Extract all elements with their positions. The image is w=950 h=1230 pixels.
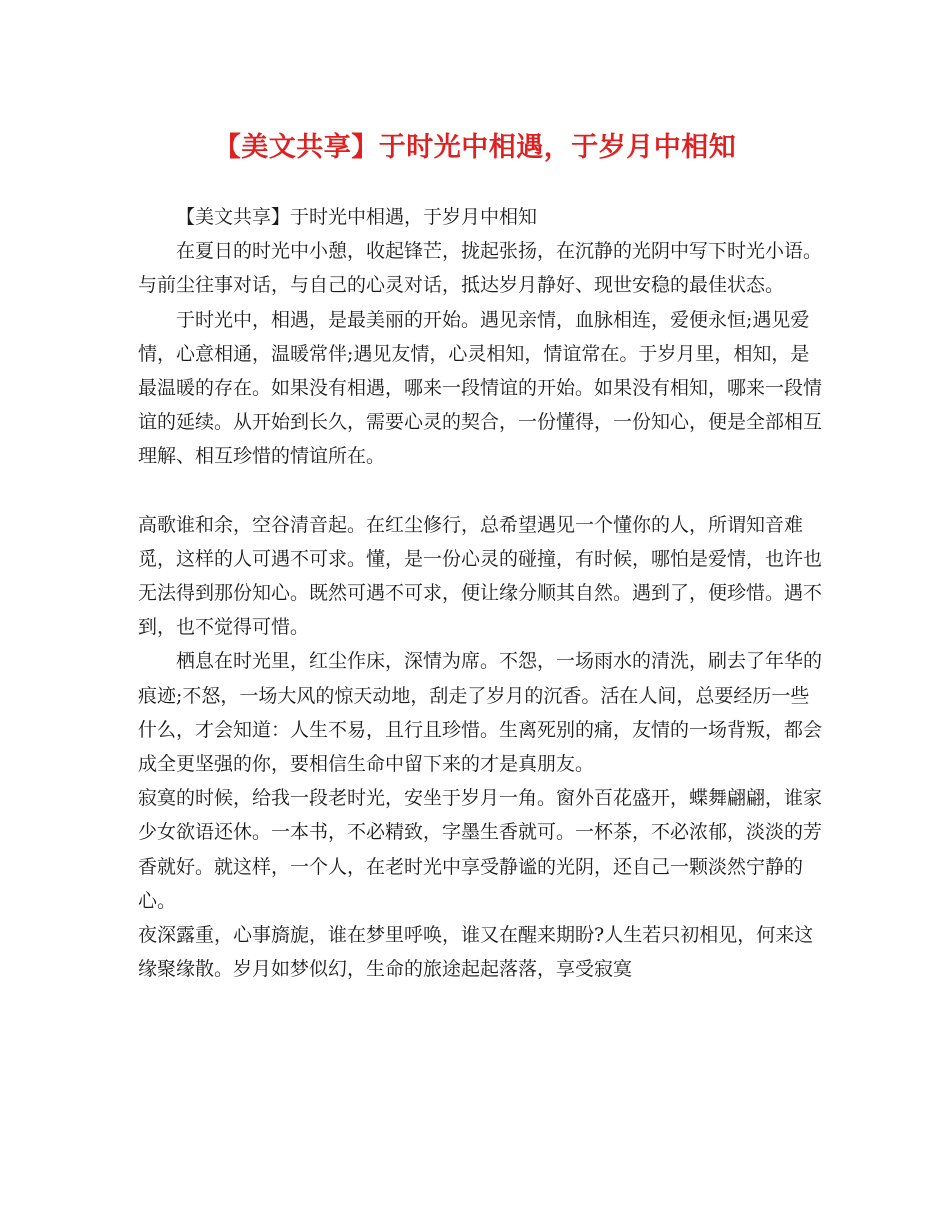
paragraph-spacer [138,474,826,508]
paragraph-3: 高歌谁和余，空谷清音起。在红尘修行，总希望遇见一个懂你的人，所谓知音难觅，这样的人可遇不可求。懂，是一份心灵的碰撞，有时候，哪怕是爱情，也许也无法得到那份知心。既然可遇不可求，便让缘分顺其自然。遇到了，便珍惜。遇不到，也不觉得可惜。 [138,513,823,639]
paragraph-6: 夜深露重，心事旖旎，谁在梦里呼唤，谁又在醒来期盼?人生若只初相见，何来这缘聚缘散。岁月如梦似幻，生命的旅途起起落落，享受寂寞 [138,924,814,981]
paragraph-1: 在夏日的时光中小憩，收起锋芒，拢起张扬，在沉静的光阴中写下时光小语。与前尘往事对话，与自己的心灵对话，抵达岁月静好、现世安稳的最佳状态。 [138,240,823,297]
document-body [138,200,826,986]
document-title: 【美文共享】于时光中相遇，于岁月中相知 [213,132,737,163]
paragraph-2: 于时光中，相遇，是最美丽的开始。遇见亲情，血脉相连，爱便永恒;遇见爱情，心意相通，温暖常伴;遇见友情，心灵相知，情谊常在。于岁月里，相知，是最温暖的存在。如果没有相遇，哪来一段情谊的开始。如果没有相知，哪来一段情谊的延续。从开始到长久，需要心灵的契合，一份懂得，一份知心，便是全部相互理解、相互珍惜的情谊所在。 [138,308,823,468]
paragraph-4: 栖息在时光里，红尘作床，深情为席。不怨，一场雨水的清洗，刷去了年华的痕迹;不怒，一场大风的惊天动地，刮走了岁月的沉香。活在人间，总要经历一些什么，才会知道：人生不易，且行且珍惜。生离死别的痛，友情的一场背叛，都会成全更坚强的你，要相信生命中留下来的才是真朋友。 [138,650,823,776]
paragraph-5: 寂寞的时候，给我一段老时光，安坐于岁月一角。窗外百花盛开，蝶舞翩翩，谁家少女欲语还休。一本书，不必精致，字墨生香就可。一杯茶，不必浓郁，淡淡的芳香就好。就这样，一个人，在老时光中享受静谧的光阴，还自己一颗淡然宁静的心。 [138,787,823,912]
paragraph-heading: 【美文共享】于时光中相遇，于岁月中相知 [176,206,538,228]
